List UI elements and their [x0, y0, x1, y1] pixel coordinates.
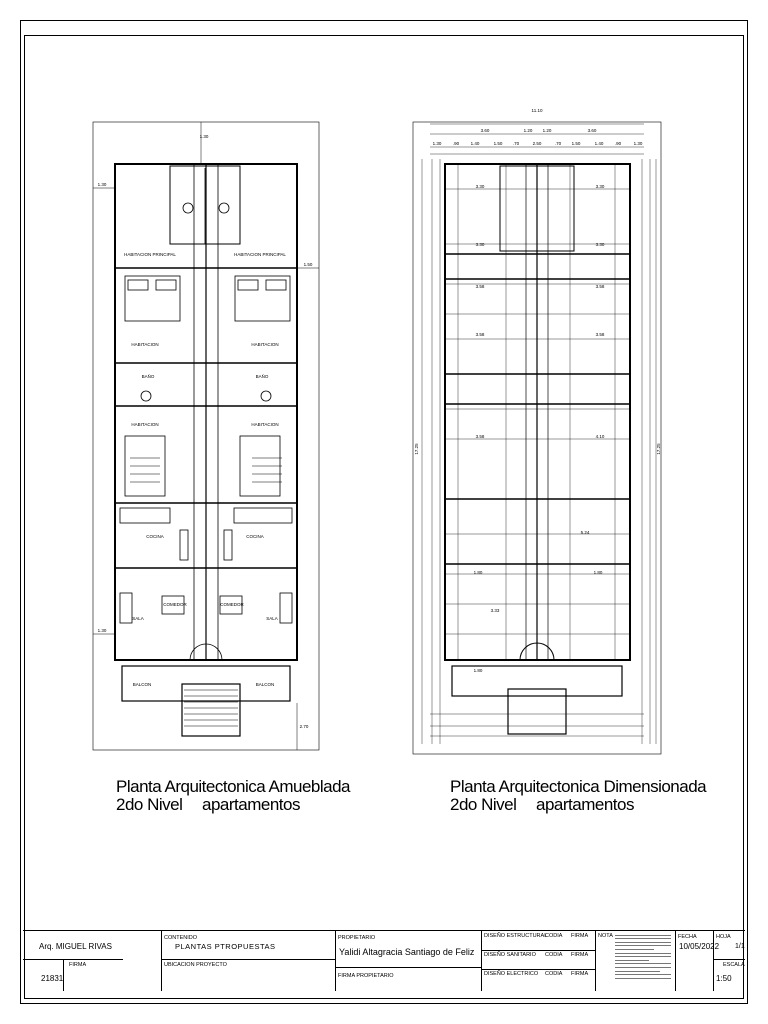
- caption-type: apartamentos: [202, 795, 300, 814]
- room-label: HABITACION: [251, 342, 279, 347]
- codia-label: CODIA: [545, 952, 563, 958]
- room-label: HABITACION: [131, 342, 159, 347]
- room-dim: 3.58: [475, 434, 485, 439]
- room-dim: 1.80: [473, 570, 483, 575]
- top-dim: .70: [554, 141, 562, 146]
- room-dim: 1.80: [473, 668, 483, 673]
- caption-level: 2do Nivel: [450, 795, 517, 814]
- codia-label: CODIA: [545, 933, 563, 939]
- caption-type: apartamentos: [536, 795, 634, 814]
- top-dim: 1.30: [432, 141, 442, 146]
- dimensioned-floor-plan: [410, 104, 664, 756]
- top-dim: 3.60: [587, 128, 597, 133]
- top-dim: 1.30: [633, 141, 643, 146]
- top-dim: 1.20: [542, 128, 552, 133]
- top-dim: .90: [614, 141, 622, 146]
- firma-label: FIRMA: [571, 971, 589, 977]
- diseno-electrico: DISEÑO ELECTRICO: [484, 971, 539, 977]
- room-dim: 3.58: [595, 284, 605, 289]
- room-label: COCINA: [246, 534, 264, 539]
- ubicacion-label: UBICACION PROYECTO: [164, 962, 227, 968]
- firma-label: FIRMA: [571, 952, 589, 958]
- furnished-floor-plan: [90, 118, 322, 754]
- codia-label: CODIA: [545, 971, 563, 977]
- top-dim: 1.50: [493, 141, 503, 146]
- architect-code: 21831: [41, 974, 64, 983]
- diseno-estructural: DISEÑO ESTRUCTURAL: [484, 933, 548, 939]
- top-dim: .70: [512, 141, 520, 146]
- room-label: SALA: [266, 616, 278, 621]
- room-label: BAÑO: [255, 374, 269, 379]
- room-dim: 3.30: [475, 242, 485, 247]
- room-label: HABITACION: [251, 422, 279, 427]
- room-dim: 5.24: [580, 530, 590, 535]
- caption-title: Planta Arquitectonica Dimensionada: [450, 777, 707, 796]
- overall-width-dim: 11.10: [531, 108, 543, 113]
- architect-name: Arq. MIGUEL RIVAS: [39, 942, 112, 951]
- escala-value: 1:50: [716, 974, 732, 983]
- room-label: BALCON: [132, 682, 152, 687]
- caption-level: 2do Nivel: [116, 795, 183, 814]
- dim-label: 1.30: [97, 628, 107, 633]
- hoja-value: 1/1: [735, 943, 745, 950]
- firma-label: FIRMA: [571, 933, 589, 939]
- room-dim: 1.80: [593, 570, 603, 575]
- top-dim: 1.40: [470, 141, 480, 146]
- room-label: SALA: [132, 616, 144, 621]
- hoja-label: HOJA: [716, 934, 731, 940]
- top-dim: 1.20: [523, 128, 533, 133]
- nota-text-lines: [615, 932, 671, 981]
- caption-title: Planta Arquitectonica Amueblada: [116, 777, 351, 796]
- fecha-value: 10/05/2022: [679, 942, 720, 951]
- top-dim: 1.40: [594, 141, 604, 146]
- firma-propietario-label: FIRMA PROPIETARIO: [338, 973, 394, 979]
- top-dim: .90: [452, 141, 460, 146]
- dim-label: 1.30: [199, 134, 209, 139]
- dim-label: 1.50: [303, 262, 313, 267]
- room-dim: 3.58: [475, 332, 485, 337]
- furnished-plan-caption: [116, 778, 350, 814]
- dim-label: 1.30: [97, 182, 107, 187]
- room-dim: 3.30: [595, 184, 605, 189]
- side-total-dim: 17.25: [656, 443, 661, 455]
- escala-label: ESCALA: [723, 962, 745, 968]
- room-label: HABITACION: [131, 422, 159, 427]
- room-dim: 3.33: [490, 608, 500, 613]
- room-label: COCINA: [146, 534, 164, 539]
- contenido-value: PLANTAS PTROPUESTAS: [175, 942, 276, 951]
- dim-label: 2.70: [299, 724, 309, 729]
- top-dim: 1.50: [571, 141, 581, 146]
- contenido-label: CONTENIDO: [164, 935, 197, 941]
- top-dim: 3.60: [480, 128, 490, 133]
- side-total-dim: 17.25: [414, 443, 419, 455]
- room-label: HABITACION PRINCIPAL: [234, 252, 286, 257]
- dimensioned-plan-caption: [450, 778, 706, 814]
- room-label: BALCON: [255, 682, 275, 687]
- fecha-label: FECHA: [678, 934, 697, 940]
- room-label: COMEDOR: [220, 602, 244, 607]
- title-block: [23, 930, 745, 991]
- room-dim: 3.30: [475, 184, 485, 189]
- room-dim: 3.58: [595, 332, 605, 337]
- room-label: BAÑO: [141, 374, 155, 379]
- top-dim: 2.50: [532, 141, 542, 146]
- room-label: COMEDOR: [163, 602, 187, 607]
- room-dim: 3.30: [595, 242, 605, 247]
- room-dim: 3.58: [475, 284, 485, 289]
- propietario-value: Yalidi Altagracia Santiago de Feliz: [339, 947, 475, 957]
- firma-label: FIRMA: [69, 962, 87, 968]
- diseno-sanitario: DISEÑO SANITARIO: [484, 952, 536, 958]
- nota-label: NOTA: [598, 933, 613, 939]
- propietario-label: PROPIETARIO: [338, 935, 376, 941]
- room-dim: 4.10: [595, 434, 605, 439]
- room-label: HABITACION PRINCIPAL: [124, 252, 176, 257]
